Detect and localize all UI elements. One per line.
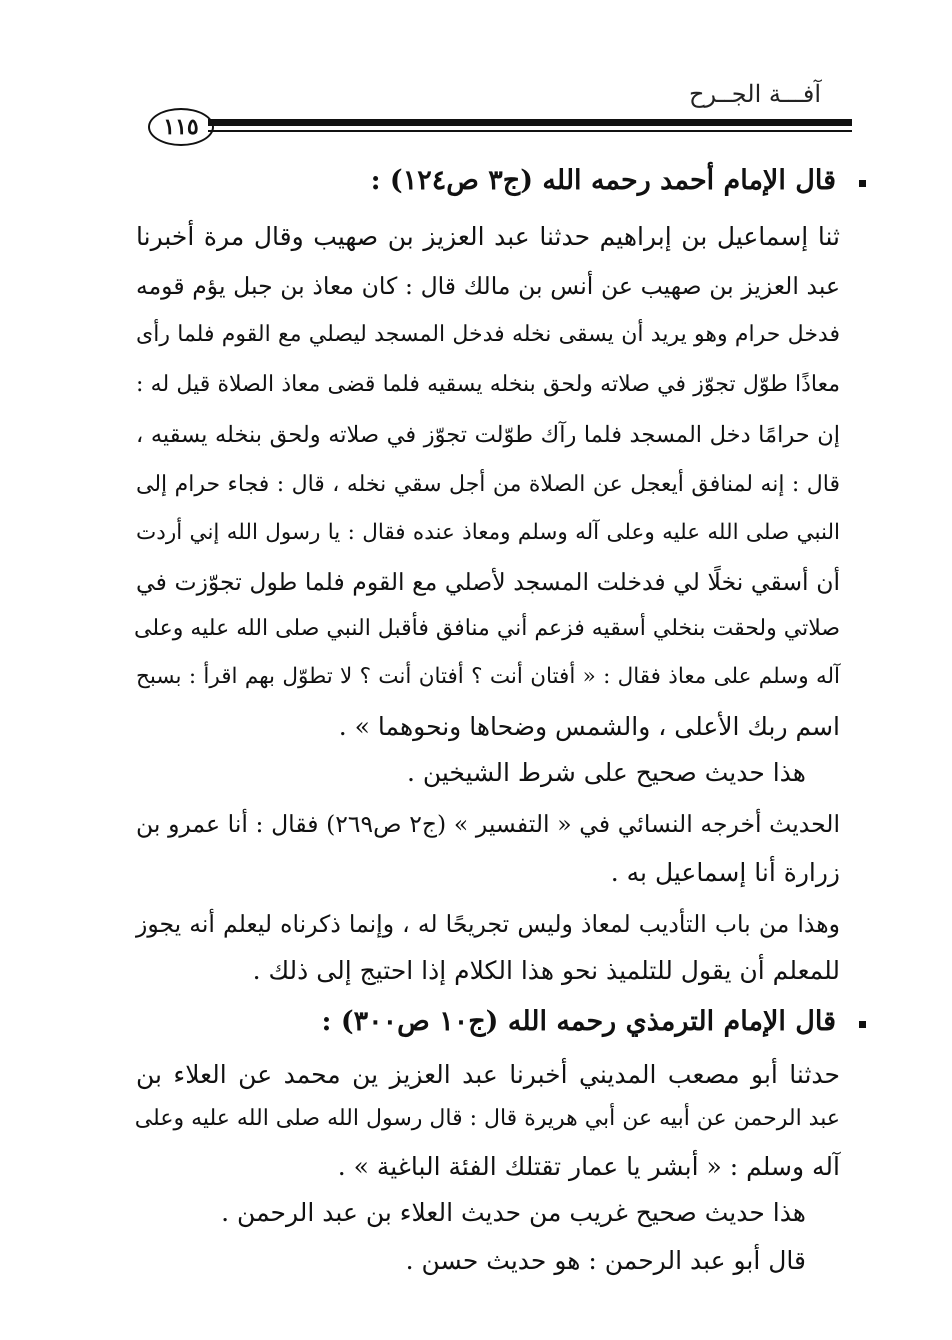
hadith-line: عبد الرحمن عن أبيه عن أبي هريرة قال : قال رسول الله صلى الله عليه وعلى [134,1106,840,1131]
note-line: وهذا من باب التأديب لمعاذ وليس تجريحًا له ، وإنما ذكرناه ليعلم أنه يجوز [136,910,840,938]
note-line: للمعلم أن يقول للتلميذ نحو هذا الكلام إذا احتيج إلى ذلك . [252,956,840,985]
hadith-line: ثنا إسماعيل بن إبراهيم حدثنا عبد العزيز بن صهيب وقال مرة أخبرنا [136,222,840,251]
bullet-icon [859,1021,866,1028]
header-rule-thick [208,119,852,126]
hadith-line: عبد العزيز بن صهيب عن أنس بن مالك قال : كان معاذ بن جبل يؤم قومه [136,272,840,300]
hadith-line: معاذًا طوّل تجوّز في صلاته ولحق بنخله يسقيه فلما قضى معاذ الصلاة قيل له : [136,372,840,397]
hadith-grading: هذا حديث صحيح غريب من حديث العلاء بن عبد الرحمن . [221,1198,806,1227]
hadith-line: آله وسلم : « أبشر يا عمار تقتلك الفئة الباغية » . [337,1152,840,1181]
heading-text: قال الإمام أحمد رحمه الله (ج٣ ص١٢٤) : [370,165,836,196]
hadith-line: فدخل حرام وهو يريد أن يسقى نخله فدخل المسجد ليصلي مع القوم فلما رأى [136,322,840,347]
hadith-line: آله وسلم على معاذ فقال : « أفتان أنت ؟ أفتان أنت ؟ لا تطوّل بهم اقرأ : بسبح [136,664,840,689]
section-heading-tirmidhi [322,1006,853,1038]
section-heading-ahmad [371,165,852,197]
page-number: ١١٥ [148,108,214,146]
takhrij-line: زرارة أنا إسماعيل به . [610,858,840,887]
running-head: آفـــة الجــرح [689,80,821,108]
hadith-grading: هذا حديث صحيح على شرط الشيخين . [406,758,806,787]
hadith-line: النبي صلى الله عليه وعلى آله وسلم ومعاذ عنده فقال : يا رسول الله إني أردت [136,520,840,545]
header-rule-thin [208,130,852,132]
heading-text: قال الإمام الترمذي رحمه الله (ج١٠ ص٣٠٠) : [321,1006,836,1037]
hadith-line: اسم ربك الأعلى ، والشمس وضحاها ونحوهما » . [338,712,840,741]
hadith-line: قال : إنه لمنافق أيعجل عن الصلاة من أجل سقي نخله ، قال : فجاء حرام إلى [136,472,840,497]
author-quote: قال أبو عبد الرحمن : هو حديث حسن . [405,1246,806,1275]
hadith-line: صلاتي ولحقت بنخلي أسقيه فزعم أني منافق فأقبل النبي صلى الله عليه وعلى [134,616,840,641]
hadith-line: حدثنا أبو مصعب المديني أخبرنا عبد العزيز ين محمد عن العلاء بن [136,1060,840,1089]
takhrij-line: الحديث أخرجه النسائي في « التفسير » (ج٢ ص٢٦٩) فقال : أنا عمرو بن [136,810,840,838]
bullet-icon [859,180,866,187]
hadith-line: أن أسقي نخلًا لي فدخلت المسجد لأصلي مع القوم فلما طول تجوّزت في [136,568,840,596]
hadith-line: إن حرامًا دخل المسجد فلما رآك طوّلت تجوّز في صلاته ولحق بنخله يسقيه ، [136,422,840,448]
